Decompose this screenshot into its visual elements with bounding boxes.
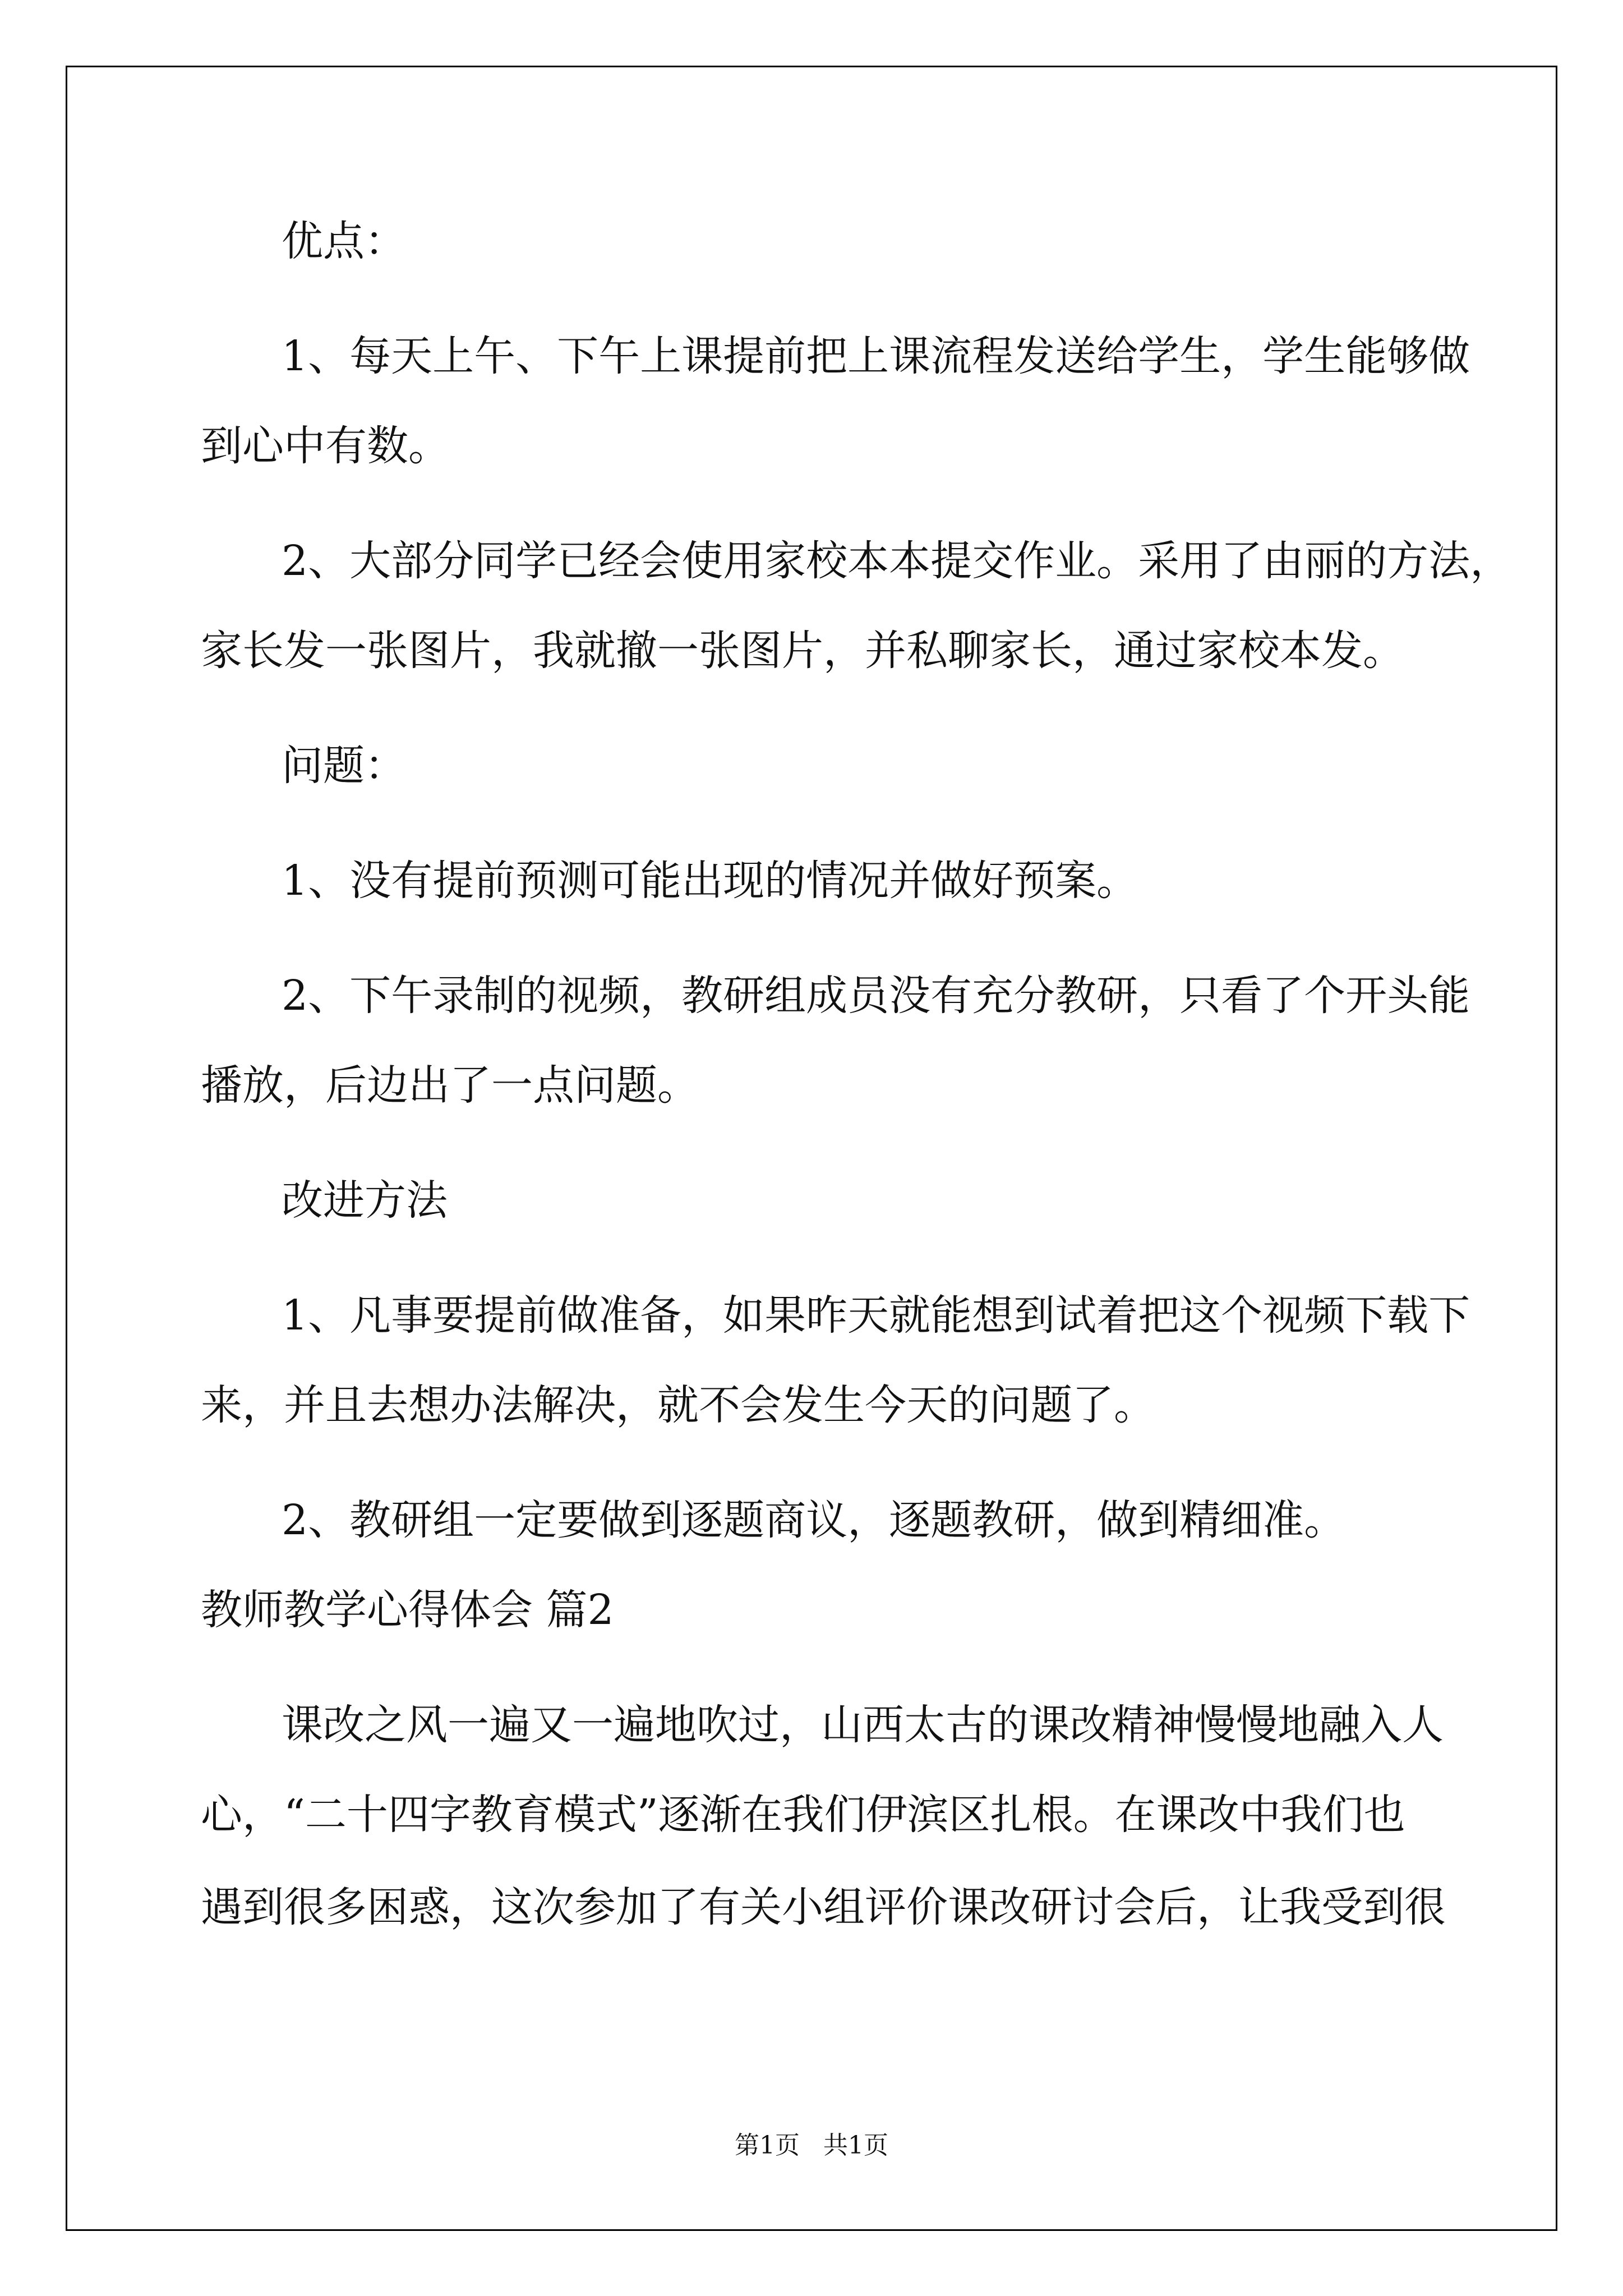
paragraph-line: 1、每天上午、下午上课提前把上课流程发送给学生，学生能够做 — [282, 332, 1470, 380]
paragraph-line: 1、凡事要提前做准备，如果昨天就能想到试着把这个视频下载下 — [282, 1291, 1470, 1340]
heading-problems: 问题： — [282, 742, 406, 790]
paragraph-line: 心，“二十四字教育模式”逐渐在我们伊滨区扎根。在课改中我们也 — [201, 1791, 1405, 1839]
page-number: 第1页 共1页 — [735, 2131, 888, 2160]
paragraph-line: 播放，后边出了一点问题。 — [201, 1061, 699, 1110]
heading-improvements: 改进方法 — [282, 1176, 448, 1225]
heading-advantages: 优点： — [282, 217, 406, 265]
paragraph-line: 到心中有数。 — [201, 422, 450, 470]
paragraph-line: 2、教研组一定要做到逐题商议，逐题教研，做到精细准。 — [282, 1496, 1346, 1544]
paragraph-line: 1、没有提前预测可能出现的情况并做好预案。 — [282, 857, 1138, 905]
section-title: 教师教学心得体会 篇2 — [201, 1586, 614, 1634]
paragraph-line: 2、下午录制的视频，教研组成员没有充分教研，只看了个开头能 — [282, 972, 1470, 1020]
paragraph-line: 2、大部分同学已经会使用家校本本提交作业。采用了由丽的方法， — [282, 537, 1512, 585]
paragraph-line: 遇到很多困惑，这次参加了有关小组评价课改研讨会后，让我受到很 — [201, 1883, 1446, 1931]
paragraph-line: 来，并且去想办法解决，就不会发生今天的问题了。 — [201, 1381, 1155, 1429]
page-footer — [0, 2129, 1623, 2162]
paragraph-line: 课改之风一遍又一遍地吹过，山西太古的课改精神慢慢地融入人 — [282, 1701, 1444, 1749]
paragraph-line: 家长发一张图片，我就撤一张图片，并私聊家长，通过家校本发。 — [201, 627, 1404, 675]
